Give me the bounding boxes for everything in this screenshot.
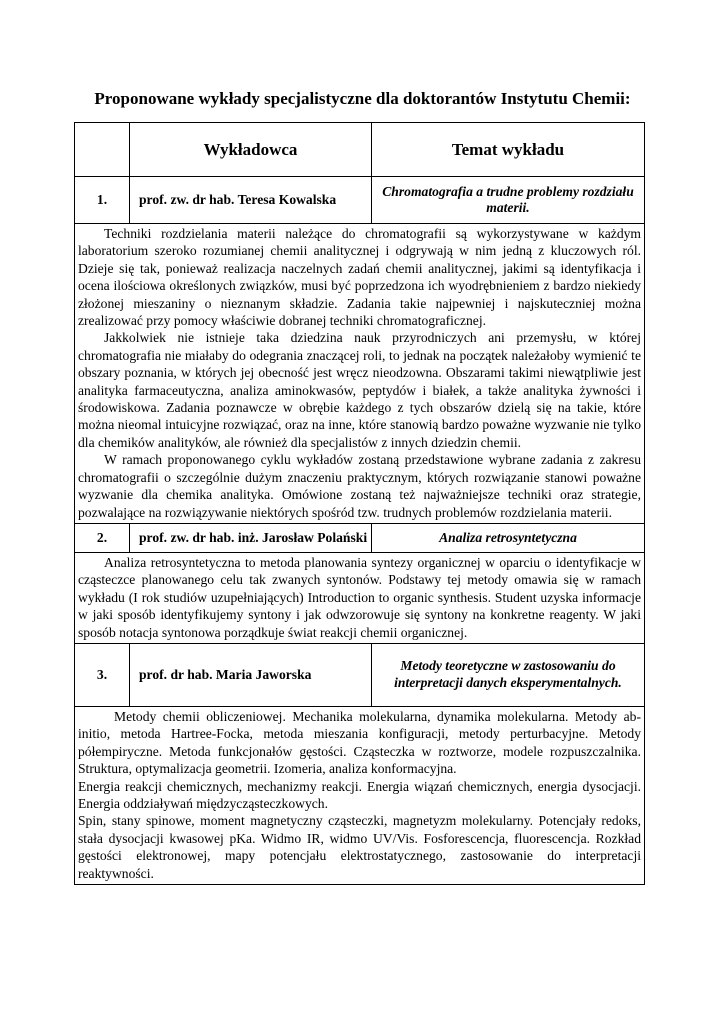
description-paragraph: Analiza retrosyntetyczna to metoda planowania syntezy organicznej w oparciu o identyfikacje w cząsteczce planowanego celu tak zwanych syntonów. Podstawy tej metody omawia się w ramach wykładu (I rok studiów uzupełniających) Introduction to organic synthesis. Student uzyska informacje w jaki sposób identyfikujemy syntony i jak odwzorowuje się syntony na konkretne reagenty. W jaki sposób notacja syntonowa porządkuje świat reakcji chemii organicznej. — [78, 554, 641, 640]
lecture-description — [75, 552, 645, 643]
lecture-topic: Analiza retrosyntetyczna — [372, 523, 645, 552]
lecture-description — [75, 224, 645, 524]
description-row — [75, 552, 645, 643]
table-row — [75, 523, 645, 552]
lectures-table — [74, 122, 645, 885]
lecture-number: 1. — [75, 177, 130, 224]
lecture-topic: Chromatografia a trudne problemy rozdziału materii. — [372, 177, 645, 224]
table-row — [75, 177, 645, 224]
description-paragraph: Techniki rozdzielania materii należące do chromatografii są wykorzystywane w każdym laboratorium szeroko rozumianej chemii analitycznej i odgrywają w nim jedną z kluczowych ról. Dzieje się tak, ponieważ realizacja naczelnych zadań chemii analitycznej, jakimi są identyfikacja i ocena ilościowa określonych związków, musi być poprzedzona ich wyodrębnieniem z bardzo niekiedy złożonej mieszaniny o nieznanym składzie. Zadania takie najpewniej i najskuteczniej można zrealizować przy pomocy właściwie dobranej techniki chromatograficznej. — [78, 226, 641, 329]
description-row — [75, 224, 645, 524]
page-title: Proponowane wykłady specjalistyczne dla doktorantów Instytutu Chemii: — [94, 89, 631, 108]
description-paragraph: Jakkolwiek nie istnieje taka dziedzina nauk przyrodniczych ani przemysłu, w której chromatografia nie miałaby do odegrania znaczącej roli, to jednak na początek należałoby wymienić te obszary poznania, w których jej obecność jest wręcz nieodzowna. Obszarami takimi niewątpliwie jest analityka farmaceutyczna, analiza aminokwasów, peptydów i białek, a także analityka żywności i środowiskowa. Zadania poznawcze w obrębie każdego z tych obszarów dzielą się na takie, które można nieomal intuicyjne rozwiązać, oraz na inne, które stanowią bardzo poważne wyzwanie nie tylko dla chemików analityków, ale również dla specjalistów z innych dziedzin chemii. — [78, 330, 641, 450]
lecture-description — [75, 706, 645, 884]
header-lecturer: Wykładowca — [130, 123, 372, 177]
table-header-row — [75, 123, 645, 177]
lecture-topic: Metody teoretyczne w zastosowaniu do interpretacji danych eksperymentalnych. — [372, 643, 645, 706]
description-paragraph: W ramach proponowanego cyklu wykładów zostaną przedstawione wybrane zadania z zakresu chromatografii o szczególnie dużym znaczeniu praktycznym, których rozwiązanie stanowi poważne wyzwanie dla chemika analityka. Omówione zostaną też najważniejsze techniki oraz strategie, pozwalające na rozwiązywanie niektórych spośród tzw. trudnych problemów rozdzielania materii. — [78, 452, 641, 520]
lecturer-name: prof. dr hab. Maria Jaworska — [130, 643, 372, 706]
description-paragraph: Spin, stany spinowe, moment magnetyczny cząsteczki, magnetyzm molekularny. Potencjały redoks, stała dysocjacji kwasowej pKa. Widmo IR, widmo UV/Vis. Fosforescencja, fluorescencja. Rozkład gęstości elektronowej, mapy potencjału elektrostatycznego, zastosowanie do interpretacji reaktywności. — [78, 813, 641, 881]
lecture-number: 2. — [75, 523, 130, 552]
lecturer-name: prof. zw. dr hab. inż. Jarosław Polański — [130, 523, 372, 552]
lecture-number: 3. — [75, 643, 130, 706]
description-paragraph: Metody chemii obliczeniowej. Mechanika molekularna, dynamika molekularna. Metody ab-initio, metoda Hartree-Focka, metoda mieszania konfiguracji, metody perturbacyjne. Metody półempiryczne. Metoda funkcjonałów gęstości. Cząsteczka w roztworze, modele rozpuszczalnika. Struktura, optymalizacja geometrii. Izomeria, analiza konformacyjna. — [78, 708, 641, 777]
header-topic: Temat wykładu — [372, 123, 645, 177]
lecturer-name: prof. zw. dr hab. Teresa Kowalska — [130, 177, 372, 224]
header-number-cell — [75, 123, 130, 177]
table-row — [75, 643, 645, 706]
description-row — [75, 706, 645, 884]
description-paragraph: Energia reakcji chemicznych, mechanizmy reakcji. Energia wiązań chemicznych, energia dysocjacji. Energia oddziaływań międzycząsteczkowych. — [78, 778, 641, 811]
